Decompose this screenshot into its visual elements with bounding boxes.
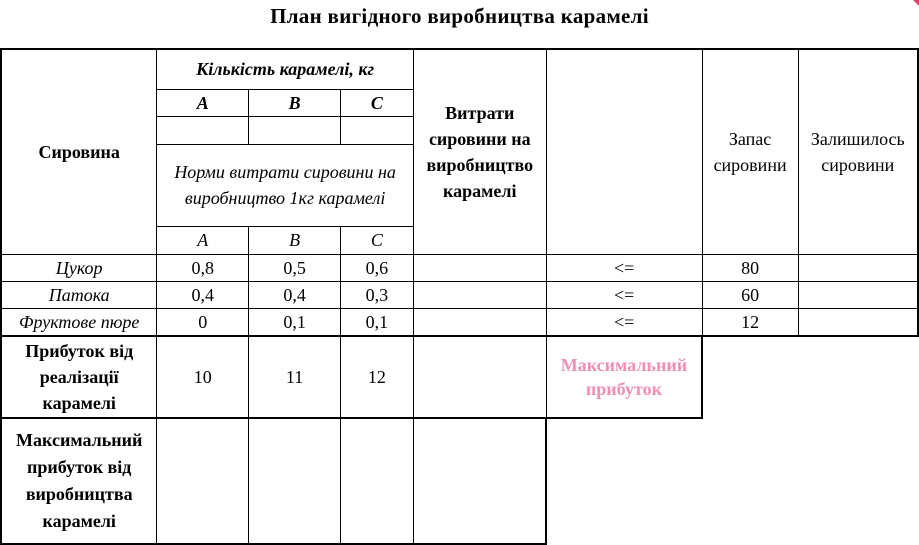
stock-header[interactable]: Запас сировини	[702, 49, 798, 254]
raw-material-header[interactable]: Сировина	[1, 49, 157, 254]
expense-cell[interactable]	[413, 308, 546, 336]
profit-c-value[interactable]: 12	[340, 336, 413, 418]
norm-c-value[interactable]: 0,6	[340, 254, 413, 281]
norms-a-header[interactable]: A	[157, 226, 249, 254]
row-name[interactable]: Патока	[1, 281, 157, 308]
constraint-sign[interactable]: <=	[546, 308, 702, 336]
norm-c-value[interactable]: 0,1	[340, 308, 413, 336]
expense-cell[interactable]	[413, 281, 546, 308]
sheet-title: План вигідного виробництва карамелі	[270, 4, 649, 28]
expense-cell[interactable]	[413, 254, 546, 281]
norm-c-value[interactable]: 0,3	[340, 281, 413, 308]
result-c-cell[interactable]	[340, 418, 413, 544]
norms-b-header[interactable]: B	[249, 226, 341, 254]
stock-value[interactable]: 80	[702, 254, 798, 281]
quantity-a-cell[interactable]	[157, 116, 249, 144]
max-profit-label[interactable]: Максимальний прибуток	[546, 336, 702, 418]
result-a-cell[interactable]	[157, 418, 249, 544]
result-b-cell[interactable]	[249, 418, 341, 544]
blank-cell	[702, 336, 798, 418]
profit-b-value[interactable]: 11	[249, 336, 341, 418]
quantity-a-header[interactable]: A	[157, 89, 249, 116]
norm-b-value[interactable]: 0,4	[249, 281, 341, 308]
blank-cell	[702, 418, 798, 544]
max-profit-production-label[interactable]: Максимальний прибуток від виробництва карамелі	[1, 418, 157, 544]
norm-b-value[interactable]: 0,5	[249, 254, 341, 281]
row-name[interactable]: Фруктове пюре	[1, 308, 157, 336]
quantity-b-cell[interactable]	[249, 116, 341, 144]
blank-cell	[798, 418, 918, 544]
profit-total-cell[interactable]	[413, 336, 546, 418]
quantity-c-cell[interactable]	[340, 116, 413, 144]
remaining-header[interactable]: Залишилось сировини	[798, 49, 918, 254]
comment-indicator	[913, 0, 919, 6]
remaining-cell[interactable]	[798, 281, 918, 308]
norm-a-value[interactable]: 0	[157, 308, 249, 336]
blank-cell	[798, 336, 918, 418]
stock-value[interactable]: 60	[702, 281, 798, 308]
quantity-c-header[interactable]: C	[340, 89, 413, 116]
expenses-header[interactable]: Витрати сировини на виробництво карамелі	[413, 49, 546, 254]
quantity-b-header[interactable]: B	[249, 89, 341, 116]
result-total-cell[interactable]	[413, 418, 546, 544]
stock-value[interactable]: 12	[702, 308, 798, 336]
quantity-header[interactable]: Кількість карамелі, кг	[157, 49, 413, 89]
norm-a-value[interactable]: 0,8	[157, 254, 249, 281]
profit-label[interactable]: Прибуток від реалізації карамелі	[1, 336, 157, 418]
production-plan-table	[0, 48, 919, 545]
norm-b-value[interactable]: 0,1	[249, 308, 341, 336]
profit-a-value[interactable]: 10	[157, 336, 249, 418]
norms-c-header[interactable]: C	[340, 226, 413, 254]
remaining-cell[interactable]	[798, 308, 918, 336]
row-name[interactable]: Цукор	[1, 254, 157, 281]
constraint-sign[interactable]: <=	[546, 254, 702, 281]
norms-header[interactable]: Норми витрати сировини на виробництво 1кг карамелі	[157, 144, 413, 226]
blank-cell	[546, 418, 702, 544]
norm-a-value[interactable]: 0,4	[157, 281, 249, 308]
remaining-cell[interactable]	[798, 254, 918, 281]
empty-header-cell[interactable]	[546, 49, 702, 254]
constraint-sign[interactable]: <=	[546, 281, 702, 308]
